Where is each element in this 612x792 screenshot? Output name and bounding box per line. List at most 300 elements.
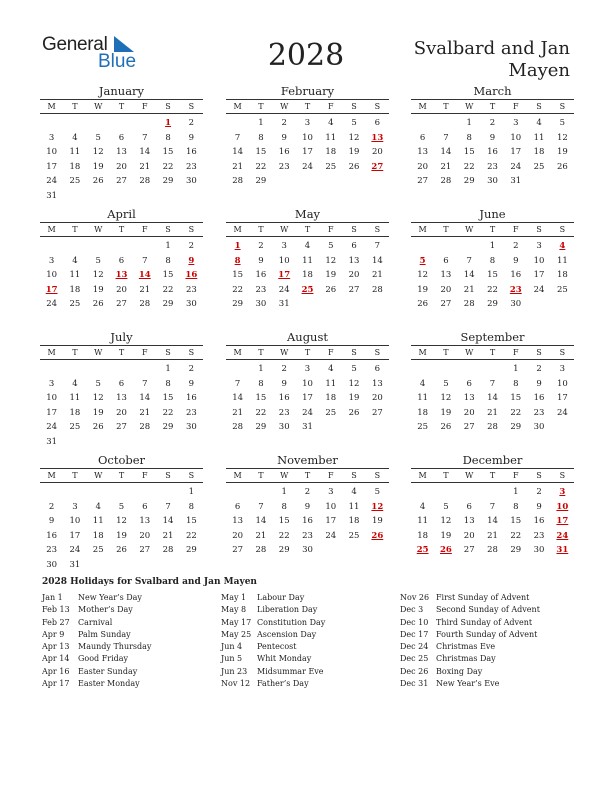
weekday-header: T [258, 348, 264, 357]
day-cell: 3 [536, 241, 542, 251]
empty-cell [63, 485, 86, 500]
day-cell: 23 [255, 284, 267, 295]
weekday-header-row [226, 99, 389, 114]
weekday-header: M [233, 225, 242, 234]
day-cell: 30 [533, 422, 545, 432]
weekday-header-row [40, 468, 203, 483]
day-cell: 22 [162, 284, 174, 295]
weekday-header-row [411, 99, 574, 114]
day-cell: 27 [371, 407, 383, 418]
empty-cell [133, 239, 156, 254]
day-cell: 31 [510, 176, 522, 186]
weekday-header: T [304, 471, 311, 480]
holiday-date: Apr 13 [42, 642, 70, 652]
weekday-header: W [465, 225, 474, 234]
holiday-name: Easter Sunday [78, 666, 138, 676]
day-cell: 28 [139, 422, 151, 432]
day-cell: 6 [118, 378, 125, 389]
weekday-header: T [118, 348, 125, 357]
month-name: January [98, 84, 145, 98]
day-cell: 21 [487, 530, 498, 541]
holiday-row [400, 629, 540, 641]
weekday-header: F [141, 471, 148, 480]
day-cell: 24 [46, 299, 58, 309]
holiday-row [400, 641, 540, 653]
day-cell: 30 [487, 176, 498, 186]
day-cell: 11 [556, 255, 568, 266]
empty-cell [87, 362, 110, 377]
empty-cell [226, 485, 249, 500]
day-cell: 1 [513, 487, 519, 497]
day-cell: 28 [371, 284, 383, 295]
weekday-header-row [411, 222, 574, 237]
weekday-header: F [327, 102, 334, 111]
day-cell: 5 [95, 378, 101, 389]
holiday-row [400, 604, 540, 616]
holiday-column [400, 592, 540, 690]
day-cell: 21 [139, 407, 151, 418]
day-cell: 15 [510, 393, 522, 403]
weekday-header: S [188, 102, 195, 111]
weekday-header-row [40, 99, 203, 114]
day-cell: 21 [487, 407, 498, 418]
day-cell: 2 [258, 241, 264, 251]
day-cell: 14 [371, 255, 383, 266]
holiday-day-cell: 10 [556, 501, 569, 512]
day-cell: 7 [443, 132, 449, 143]
holiday-name: Mother’s Day [78, 605, 133, 615]
day-cell: 1 [258, 118, 264, 128]
day-cell: 29 [162, 299, 174, 309]
day-cell: 9 [48, 516, 55, 526]
country-name-line2: Mayen [508, 60, 570, 81]
day-cell: 14 [232, 393, 244, 403]
day-cell: 31 [46, 436, 58, 447]
weekday-header: T [443, 348, 449, 357]
day-cell: 4 [351, 487, 357, 497]
day-cell: 22 [232, 284, 244, 295]
day-cell: 11 [417, 393, 429, 403]
holiday-date: Nov 12 [221, 679, 251, 689]
weekday-header: M [47, 225, 56, 234]
day-cell: 26 [440, 422, 452, 432]
day-cell: 21 [139, 161, 151, 172]
day-cell: 12 [116, 516, 127, 526]
day-cell: 2 [513, 241, 519, 251]
weekday-header: S [536, 471, 542, 480]
holiday-day-cell: 25 [416, 545, 429, 555]
empty-cell [411, 239, 434, 254]
day-cell: 19 [440, 530, 452, 541]
empty-cell [87, 116, 110, 131]
holiday-date: Apr 17 [42, 679, 70, 689]
weekday-header: S [374, 225, 381, 234]
weekday-header: W [465, 102, 474, 111]
day-cell: 23 [185, 161, 197, 172]
holiday-date: Jun 23 [221, 666, 248, 676]
day-cell: 30 [185, 422, 197, 432]
day-cell: 20 [116, 284, 127, 295]
day-cell: 13 [440, 270, 452, 280]
day-cell: 3 [48, 378, 55, 389]
day-cell: 8 [489, 255, 496, 266]
weekday-header: M [418, 471, 427, 480]
day-cell: 22 [510, 530, 522, 541]
empty-cell [458, 239, 481, 254]
holiday-date: Apr 9 [42, 629, 65, 639]
weekday-header: M [418, 348, 427, 357]
day-cell: 11 [92, 516, 104, 526]
day-cell: 26 [92, 422, 104, 432]
day-cell: 4 [72, 378, 78, 389]
weekday-header: S [188, 471, 195, 480]
empty-cell [63, 239, 86, 254]
day-cell: 17 [556, 393, 568, 403]
day-cell: 24 [302, 407, 313, 418]
weekday-header: W [465, 471, 474, 480]
day-cell: 19 [440, 407, 452, 418]
day-cell: 20 [440, 284, 452, 295]
day-cell: 21 [232, 407, 244, 418]
weekday-header: M [47, 471, 56, 480]
calendar-year: 2028 [267, 38, 345, 73]
holiday-date: May 25 [221, 629, 252, 639]
day-cell: 29 [487, 299, 498, 309]
weekday-header: S [351, 225, 357, 234]
day-cell: 20 [463, 407, 475, 418]
day-cell: 4 [304, 241, 311, 251]
day-cell: 3 [48, 132, 55, 143]
day-cell: 12 [348, 132, 360, 143]
country-name-line1: Svalbard and Jan [413, 38, 570, 59]
day-cell: 14 [232, 147, 244, 157]
holiday-day-cell: 14 [138, 270, 151, 280]
day-cell: 29 [185, 545, 197, 555]
weekday-header-row [40, 345, 203, 360]
holiday-day-cell: 17 [278, 270, 291, 280]
holiday-day-cell: 23 [509, 284, 522, 295]
day-cell: 16 [487, 147, 498, 157]
day-cell: 14 [487, 393, 498, 403]
day-cell: 12 [556, 132, 568, 143]
month-september [411, 330, 574, 435]
holiday-day-cell: 9 [188, 255, 195, 266]
empty-cell [40, 362, 63, 377]
day-cell: 19 [348, 393, 360, 403]
day-cell: 30 [278, 422, 290, 432]
holiday-date: Jan 1 [42, 593, 63, 602]
day-cell: 25 [69, 422, 81, 432]
day-cell: 10 [46, 393, 58, 403]
day-cell: 18 [417, 407, 429, 418]
month-february [226, 84, 389, 189]
day-cell: 30 [302, 545, 313, 555]
day-cell: 10 [302, 132, 313, 143]
weekday-header: T [258, 102, 264, 111]
weekday-header: F [512, 471, 519, 480]
day-cell: 5 [95, 132, 101, 143]
empty-cell [481, 362, 504, 377]
holiday-day-cell: 5 [419, 255, 426, 266]
weekday-header: T [304, 225, 311, 234]
weekday-header: T [304, 348, 311, 357]
day-cell: 8 [281, 501, 287, 512]
day-cell: 29 [510, 545, 522, 555]
day-cell: 20 [371, 393, 383, 403]
day-cell: 25 [325, 161, 337, 172]
holiday-day-cell: 25 [301, 284, 314, 295]
holiday-date: Nov 26 [400, 593, 430, 602]
day-cell: 7 [142, 378, 148, 389]
day-cell: 30 [510, 299, 522, 309]
day-cell: 28 [440, 176, 452, 186]
day-grid [411, 239, 574, 312]
weekday-header: S [536, 348, 542, 357]
day-grid [40, 362, 203, 449]
day-cell: 17 [46, 161, 58, 172]
day-cell: 22 [278, 530, 290, 541]
weekday-header: W [280, 348, 289, 357]
holiday-date: Jun 5 [221, 654, 243, 664]
day-cell: 3 [559, 364, 566, 374]
day-cell: 25 [69, 176, 81, 186]
day-cell: 1 [258, 364, 264, 374]
day-cell: 12 [92, 147, 104, 157]
holiday-day-cell: 4 [559, 241, 566, 251]
day-cell: 1 [188, 487, 195, 497]
day-cell: 26 [92, 176, 104, 186]
day-grid [226, 362, 389, 435]
day-grid [40, 485, 203, 572]
day-cell: 9 [304, 501, 311, 512]
holiday-name: Constitution Day [257, 617, 326, 627]
day-cell: 13 [417, 147, 429, 157]
day-cell: 1 [513, 364, 519, 374]
weekday-header: F [327, 471, 334, 480]
holiday-name: Good Friday [78, 654, 129, 664]
holiday-name: First Sunday of Advent [436, 593, 530, 602]
weekday-header-row [226, 222, 389, 237]
holiday-name: Labour Day [257, 593, 305, 602]
day-cell: 14 [440, 147, 452, 157]
day-cell: 28 [463, 299, 475, 309]
holiday-date: Apr 16 [42, 666, 70, 676]
holiday-row [400, 592, 540, 604]
day-cell: 14 [162, 516, 174, 526]
day-cell: 29 [232, 299, 244, 309]
day-cell: 27 [417, 176, 429, 186]
day-cell: 11 [302, 255, 313, 266]
day-cell: 29 [463, 176, 475, 186]
empty-cell [63, 362, 86, 377]
weekday-header: S [165, 225, 171, 234]
day-cell: 23 [278, 161, 290, 172]
month-november [226, 453, 389, 558]
weekday-header: T [443, 102, 449, 111]
day-cell: 24 [69, 545, 81, 555]
day-cell: 2 [281, 118, 287, 128]
holiday-row [221, 641, 325, 653]
day-cell: 30 [255, 299, 267, 309]
day-cell: 3 [513, 118, 519, 128]
day-cell: 12 [92, 393, 104, 403]
day-cell: 9 [536, 378, 542, 389]
day-cell: 24 [46, 422, 58, 432]
weekday-header: W [94, 102, 103, 111]
day-cell: 17 [46, 407, 58, 418]
day-cell: 10 [46, 270, 58, 280]
day-cell: 9 [188, 132, 195, 143]
day-cell: 21 [232, 161, 244, 172]
day-cell: 23 [185, 407, 197, 418]
weekday-header: M [233, 102, 242, 111]
weekday-header-row [411, 468, 574, 483]
day-cell: 8 [188, 501, 195, 512]
day-cell: 9 [536, 501, 542, 512]
day-cell: 19 [92, 284, 104, 295]
day-cell: 15 [162, 147, 174, 157]
day-cell: 29 [510, 422, 522, 432]
day-cell: 24 [278, 284, 290, 295]
day-cell: 19 [556, 147, 568, 157]
weekday-header: T [72, 102, 78, 111]
day-cell: 20 [116, 161, 127, 172]
day-cell: 28 [139, 176, 151, 186]
day-cell: 25 [325, 407, 337, 418]
weekday-header: T [489, 348, 496, 357]
day-cell: 16 [533, 516, 545, 526]
day-cell: 16 [278, 393, 290, 403]
day-grid [226, 239, 389, 312]
day-cell: 31 [46, 190, 58, 201]
weekday-header: F [327, 348, 334, 357]
holiday-date: Apr 14 [42, 654, 70, 664]
empty-cell [110, 116, 133, 131]
day-cell: 13 [371, 378, 383, 389]
day-cell: 6 [118, 255, 125, 266]
day-cell: 9 [258, 255, 264, 266]
day-cell: 16 [46, 530, 58, 541]
month-name: July [110, 330, 133, 344]
day-cell: 11 [69, 270, 81, 280]
holiday-date: Feb 13 [42, 605, 70, 615]
holiday-name: Father’s Day [257, 679, 309, 689]
day-cell: 9 [513, 255, 519, 266]
weekday-header: S [188, 348, 195, 357]
day-cell: 20 [417, 161, 429, 172]
day-cell: 30 [185, 299, 197, 309]
holiday-day-cell: 27 [371, 161, 384, 172]
day-cell: 10 [302, 378, 313, 389]
holiday-day-cell: 12 [371, 501, 384, 512]
weekday-header: W [465, 348, 474, 357]
day-cell: 2 [304, 487, 311, 497]
day-cell: 27 [116, 299, 127, 309]
month-name: June [479, 207, 506, 221]
day-cell: 23 [533, 407, 545, 418]
day-cell: 5 [328, 241, 334, 251]
empty-cell [40, 239, 63, 254]
day-cell: 27 [232, 545, 244, 555]
day-cell: 21 [255, 530, 267, 541]
day-cell: 6 [118, 132, 125, 143]
day-cell: 5 [443, 378, 449, 389]
day-cell: 11 [417, 516, 429, 526]
day-cell: 29 [162, 422, 174, 432]
day-cell: 8 [165, 255, 171, 266]
holiday-name: Whit Monday [257, 654, 312, 664]
day-cell: 18 [533, 147, 545, 157]
holiday-name: Palm Sunday [78, 629, 131, 639]
weekday-header: F [141, 225, 148, 234]
day-cell: 12 [325, 255, 337, 266]
day-cell: 21 [440, 161, 452, 172]
day-cell: 4 [72, 132, 78, 143]
day-cell: 23 [302, 530, 313, 541]
day-cell: 11 [69, 393, 81, 403]
day-cell: 5 [118, 501, 125, 512]
day-cell: 28 [255, 545, 267, 555]
day-cell: 18 [302, 270, 313, 280]
day-cell: 25 [417, 422, 429, 432]
weekday-header: S [351, 471, 357, 480]
day-cell: 16 [533, 393, 545, 403]
holiday-row [42, 617, 151, 629]
weekday-header: W [280, 471, 289, 480]
day-cell: 7 [489, 378, 496, 389]
day-cell: 18 [325, 393, 337, 403]
day-cell: 18 [556, 270, 568, 280]
day-cell: 15 [255, 147, 267, 157]
month-name: October [97, 453, 146, 467]
day-cell: 16 [278, 147, 290, 157]
day-cell: 21 [162, 530, 174, 541]
day-cell: 5 [443, 501, 449, 512]
day-cell: 14 [139, 147, 151, 157]
weekday-header: T [443, 471, 449, 480]
day-cell: 3 [72, 501, 78, 512]
day-cell: 17 [510, 147, 522, 157]
empty-cell [156, 485, 179, 500]
day-cell: 27 [463, 545, 475, 555]
weekday-header-row [411, 345, 574, 360]
day-cell: 23 [533, 530, 545, 541]
month-may [226, 207, 389, 312]
day-cell: 2 [48, 501, 55, 512]
day-cell: 20 [116, 407, 127, 418]
weekday-header: S [165, 348, 171, 357]
holiday-row [221, 666, 325, 678]
weekday-header: T [72, 348, 78, 357]
weekday-header: M [47, 102, 56, 111]
day-cell: 18 [417, 530, 429, 541]
day-cell: 4 [328, 118, 334, 128]
holiday-row [221, 678, 325, 690]
holiday-day-cell: 17 [556, 516, 569, 526]
day-cell: 4 [419, 501, 426, 512]
day-cell: 8 [513, 378, 519, 389]
day-cell: 24 [46, 176, 58, 186]
weekday-header: M [418, 102, 427, 111]
day-cell: 15 [510, 516, 522, 526]
weekday-header: T [72, 225, 78, 234]
day-cell: 5 [374, 487, 381, 497]
holiday-row [221, 653, 325, 665]
day-cell: 20 [232, 530, 244, 541]
holiday-day-cell: 3 [559, 487, 566, 497]
holiday-row [400, 678, 540, 690]
day-cell: 31 [69, 559, 81, 570]
